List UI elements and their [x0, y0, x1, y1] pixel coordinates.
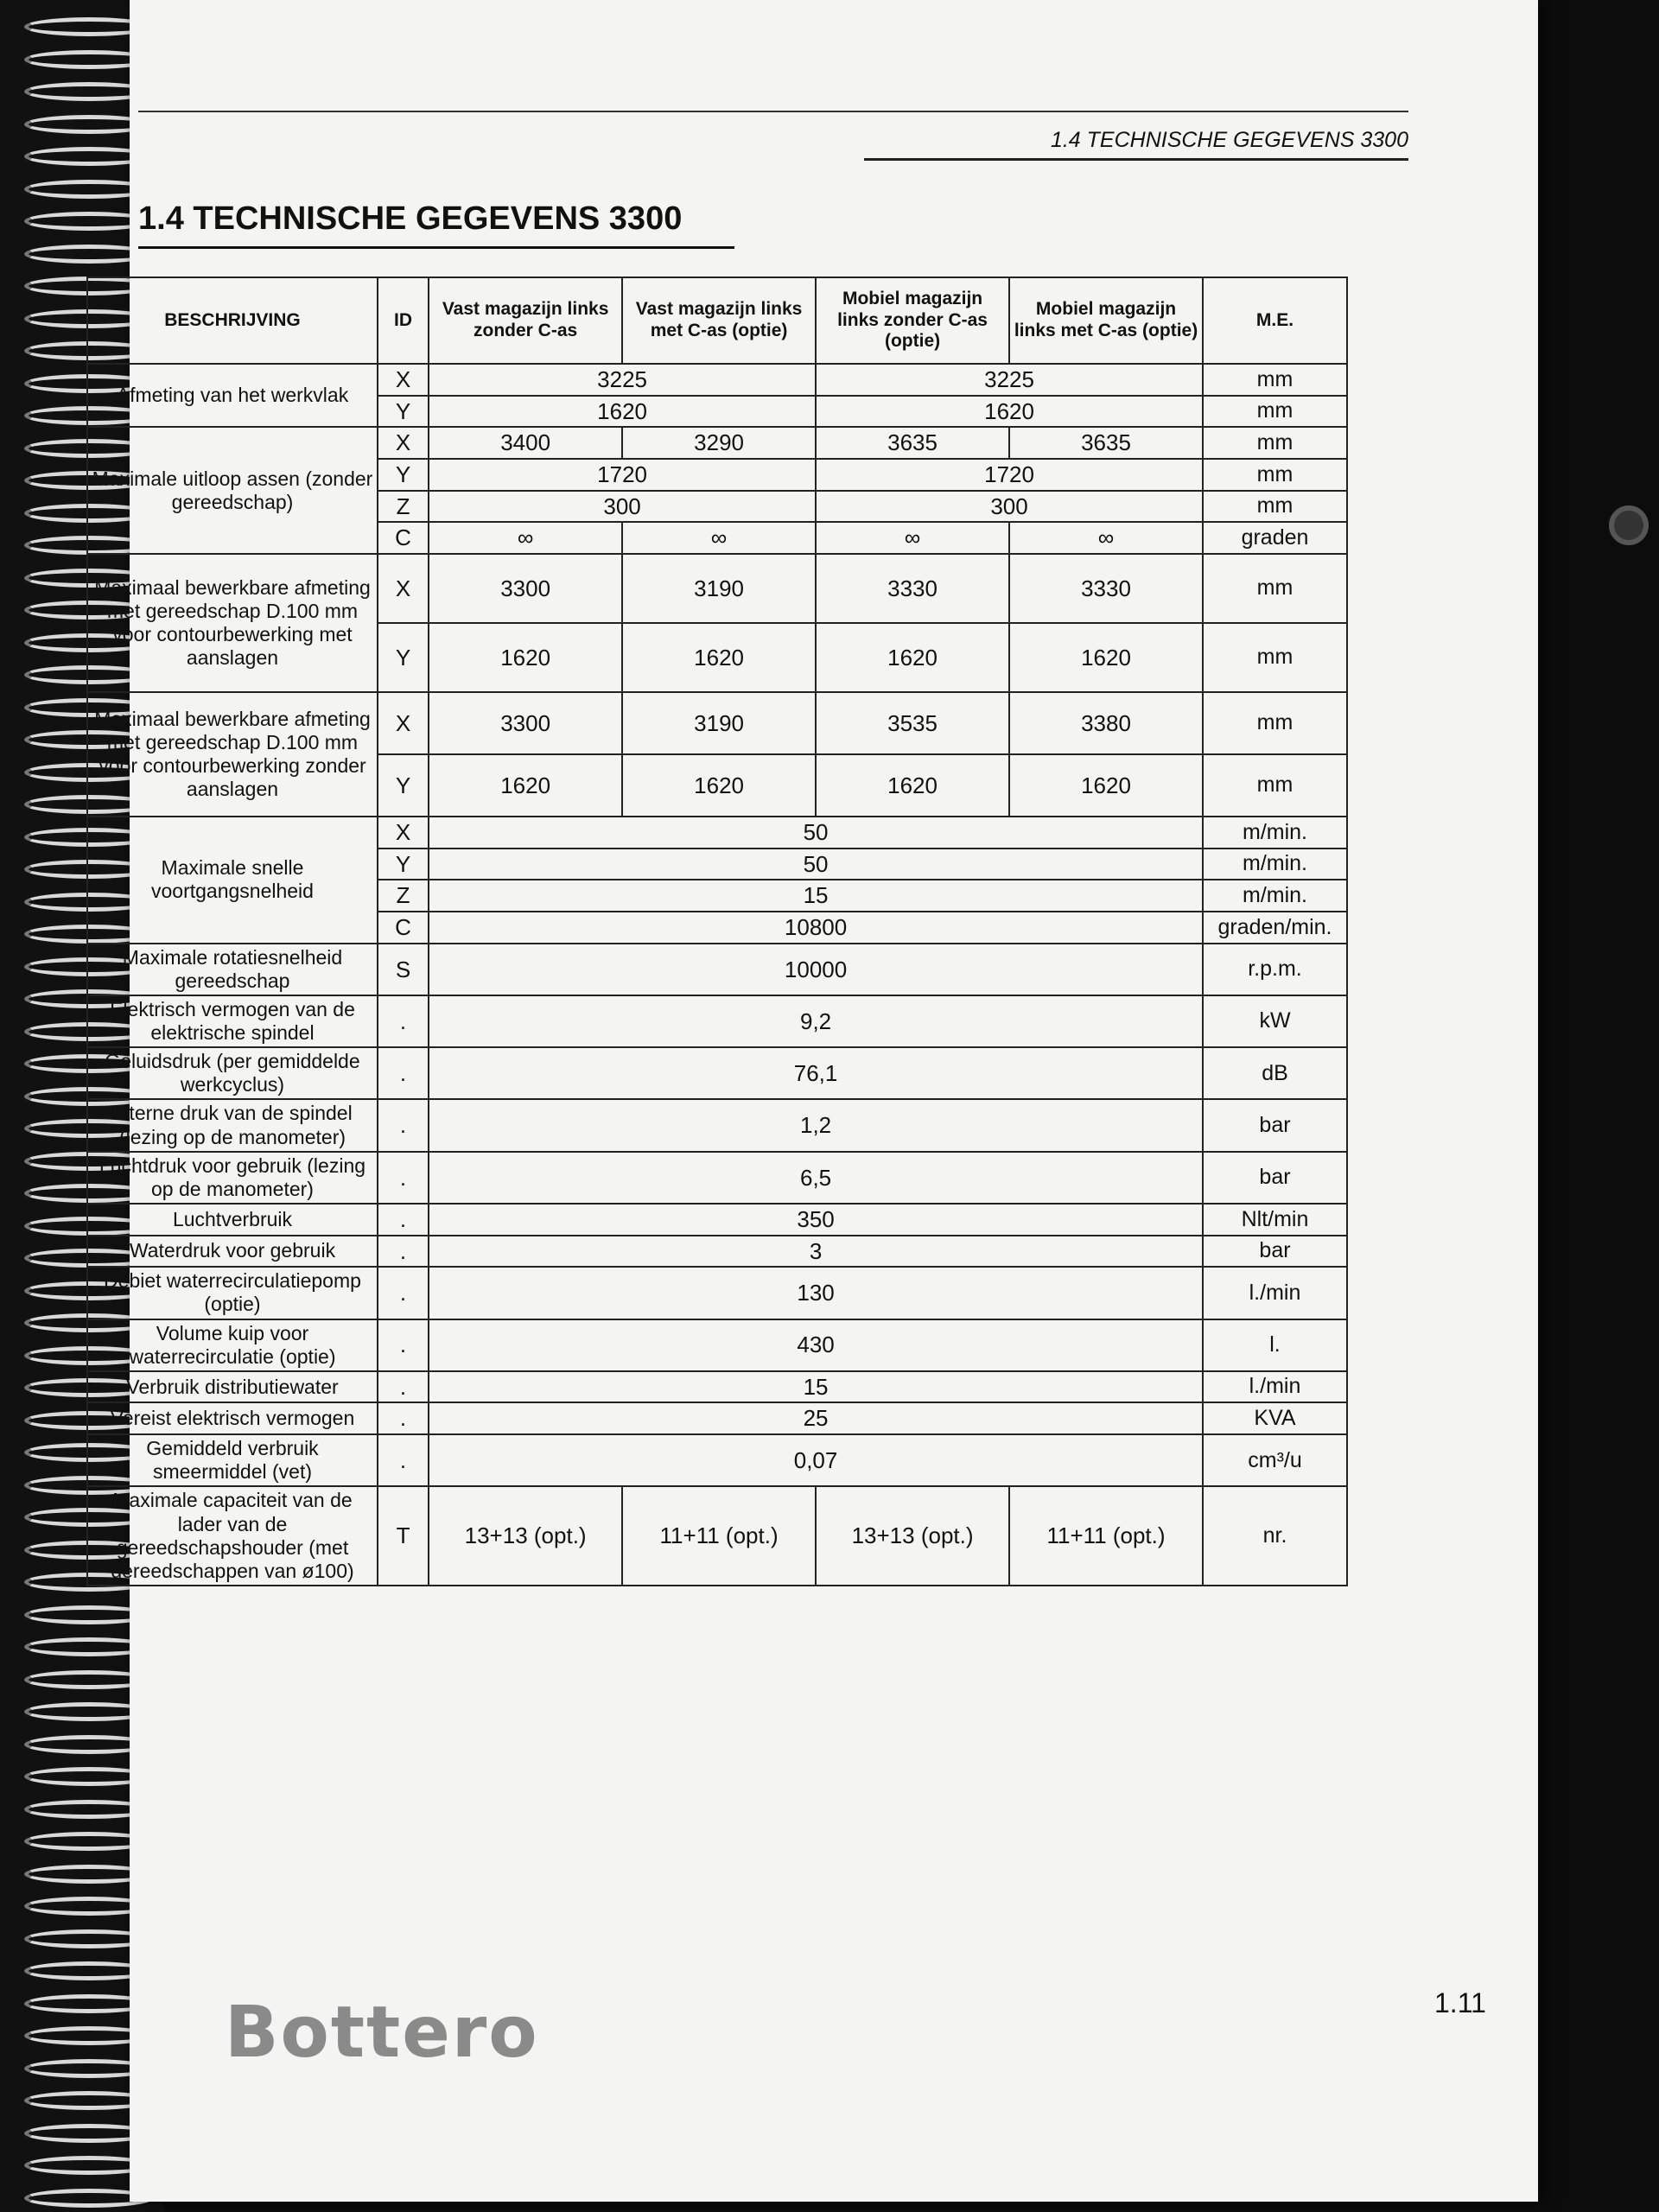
cell-value: 3300 [429, 692, 622, 754]
cell-value: 3225 [429, 364, 816, 396]
cell-unit: graden [1203, 522, 1347, 554]
cell-value: ∞ [622, 522, 816, 554]
cell-value: 11+11 (opt.) [622, 1486, 816, 1586]
cell-value: 130 [429, 1267, 1203, 1319]
cell-value: 13+13 (opt.) [429, 1486, 622, 1586]
cell-value: 1620 [816, 396, 1203, 428]
cell-value: 3290 [622, 427, 816, 459]
header-c2: Vast magazijn links met C-as (optie) [622, 277, 816, 364]
header-c1: Vast magazijn links zonder C-as [429, 277, 622, 364]
header-desc: BESCHRIJVING [87, 277, 378, 364]
table-row [87, 1152, 1347, 1204]
cell-value: 1620 [816, 623, 1009, 692]
row-id: X [378, 364, 429, 396]
header-id: ID [378, 277, 429, 364]
row-desc: Luchtdruk voor gebruik (lezing op de manometer) [87, 1152, 378, 1204]
row-id: X [378, 817, 429, 849]
header-c4: Mobiel magazijn links met C-as (optie) [1009, 277, 1203, 364]
row-id: C [378, 912, 429, 944]
row-desc: Volume kuip voor waterrecirculatie (optie) [87, 1319, 378, 1371]
cell-value: 3 [429, 1236, 1203, 1268]
row-desc: Debiet waterrecirculatiepomp (optie) [87, 1267, 378, 1319]
cell-value: 1,2 [429, 1099, 1203, 1151]
cell-unit: m/min. [1203, 880, 1347, 912]
cell-value: 1620 [429, 623, 622, 692]
cell-unit: dB [1203, 1047, 1347, 1099]
cell-unit: l./min [1203, 1267, 1347, 1319]
cell-value: 1720 [816, 459, 1203, 491]
cell-unit: nr. [1203, 1486, 1347, 1586]
cell-unit: mm [1203, 623, 1347, 692]
table-row [87, 1434, 1347, 1486]
cell-value: 15 [429, 1371, 1203, 1403]
table-row [87, 995, 1347, 1047]
cell-value: 1620 [622, 754, 816, 817]
cell-unit: mm [1203, 754, 1347, 817]
cell-value: 3635 [1009, 427, 1203, 459]
row-id: . [378, 995, 429, 1047]
cell-unit: l./min [1203, 1371, 1347, 1403]
cell-value: 25 [429, 1402, 1203, 1434]
cell-value: 3330 [1009, 554, 1203, 623]
table-row [87, 1204, 1347, 1236]
row-desc: Geluidsdruk (per gemiddelde werkcyclus) [87, 1047, 378, 1099]
row-id: Y [378, 849, 429, 880]
row-id: S [378, 944, 429, 995]
row-id: . [378, 1402, 429, 1434]
row-id: Z [378, 880, 429, 912]
cell-value: 430 [429, 1319, 1203, 1371]
row-desc: Maximaal bewerkbare afmeting met gereedschap D.100 mm voor contourbewerking zonder aanslagen [87, 692, 378, 817]
row-desc: Gemiddeld verbruik smeermiddel (vet) [87, 1434, 378, 1486]
cell-value: 3535 [816, 692, 1009, 754]
row-id: . [378, 1434, 429, 1486]
cell-value: 3330 [816, 554, 1009, 623]
cell-unit: Nlt/min [1203, 1204, 1347, 1236]
cell-unit: graden/min. [1203, 912, 1347, 944]
table-row [87, 944, 1347, 995]
header-rule [138, 111, 1408, 112]
cell-value: 1620 [429, 754, 622, 817]
cell-unit: mm [1203, 364, 1347, 396]
bottero-logo: Bottero [225, 1992, 539, 2074]
table-row [87, 364, 1347, 396]
row-id: Y [378, 459, 429, 491]
row-id: . [378, 1319, 429, 1371]
row-id: . [378, 1099, 429, 1151]
table-row [87, 817, 1347, 849]
cell-value: 0,07 [429, 1434, 1203, 1486]
cell-value: 1620 [429, 396, 816, 428]
cell-value: 3635 [816, 427, 1009, 459]
table-row [87, 1486, 1347, 1586]
table-row [87, 1099, 1347, 1151]
cell-value: 1620 [816, 754, 1009, 817]
table-row [87, 1267, 1347, 1319]
cell-unit: m/min. [1203, 817, 1347, 849]
cell-unit: bar [1203, 1236, 1347, 1268]
row-desc: Afmeting van het werkvlak [87, 364, 378, 427]
row-desc: Maximale capaciteit van de lader van de gereedschapshouder (met gereedschappen van ø100) [87, 1486, 378, 1586]
row-id: . [378, 1047, 429, 1099]
row-id: X [378, 692, 429, 754]
cell-unit: mm [1203, 459, 1347, 491]
row-id: Y [378, 396, 429, 428]
cell-value: 13+13 (opt.) [816, 1486, 1009, 1586]
cell-value: 3225 [816, 364, 1203, 396]
row-id: T [378, 1486, 429, 1586]
cell-value: 3380 [1009, 692, 1203, 754]
cell-value: 10800 [429, 912, 1203, 944]
row-desc: Maximale rotatiesnelheid gereedschap [87, 944, 378, 995]
cell-unit: mm [1203, 427, 1347, 459]
cell-value: 50 [429, 817, 1203, 849]
row-id: X [378, 554, 429, 623]
cell-unit: bar [1203, 1099, 1347, 1151]
cell-value: 10000 [429, 944, 1203, 995]
cell-unit: kW [1203, 995, 1347, 1047]
title-underline [138, 246, 734, 249]
header-c3: Mobiel magazijn links zonder C-as (optie) [816, 277, 1009, 364]
cell-unit: cm³/u [1203, 1434, 1347, 1486]
cell-value: 50 [429, 849, 1203, 880]
cell-value: 15 [429, 880, 1203, 912]
row-id: X [378, 427, 429, 459]
table-row [87, 1371, 1347, 1403]
cell-value: 3190 [622, 692, 816, 754]
row-id: . [378, 1152, 429, 1204]
table-row [87, 1047, 1347, 1099]
specs-table [86, 276, 1348, 1586]
header-unit: M.E. [1203, 277, 1347, 364]
row-id: C [378, 522, 429, 554]
running-header: 1.4 TECHNISCHE GEGEVENS 3300 [1050, 128, 1408, 152]
row-desc: Elektrisch vermogen van de elektrische spindel [87, 995, 378, 1047]
cell-unit: mm [1203, 396, 1347, 428]
cell-value: ∞ [1009, 522, 1203, 554]
cell-value: 9,2 [429, 995, 1203, 1047]
table-row [87, 427, 1347, 459]
table-header-row [87, 277, 1347, 364]
table-row [87, 1319, 1347, 1371]
row-desc: Interne druk van de spindel (lezing op de manometer) [87, 1099, 378, 1151]
table-row [87, 1236, 1347, 1268]
punch-hole [1609, 505, 1649, 545]
cell-value: 3300 [429, 554, 622, 623]
cell-unit: mm [1203, 692, 1347, 754]
table-row [87, 692, 1347, 754]
page-number: 1.11 [1434, 1987, 1486, 2018]
cell-value: 76,1 [429, 1047, 1203, 1099]
table-row [87, 554, 1347, 623]
row-id: Z [378, 491, 429, 523]
row-desc: Verbruik distributiewater [87, 1371, 378, 1403]
page-title: 1.4 TECHNISCHE GEGEVENS 3300 [138, 200, 683, 237]
cell-unit: KVA [1203, 1402, 1347, 1434]
cell-value: 1620 [622, 623, 816, 692]
cell-value: 11+11 (opt.) [1009, 1486, 1203, 1586]
cell-unit: mm [1203, 554, 1347, 623]
cell-unit: r.p.m. [1203, 944, 1347, 995]
cell-value: 3400 [429, 427, 622, 459]
row-id: Y [378, 754, 429, 817]
header-underline [864, 158, 1408, 161]
cell-value: 3190 [622, 554, 816, 623]
row-desc: Maximaal bewerkbare afmeting met gereedschap D.100 mm voor contourbewerking met aanslagen [87, 554, 378, 692]
cell-value: 1620 [1009, 623, 1203, 692]
row-desc: Maximale snelle voortgangsnelheid [87, 817, 378, 944]
cell-value: 300 [429, 491, 816, 523]
table-row [87, 1402, 1347, 1434]
row-desc: Waterdruk voor gebruik [87, 1236, 378, 1268]
row-desc: Maximale uitloop assen (zonder gereedschap) [87, 427, 378, 554]
row-desc: Luchtverbruik [87, 1204, 378, 1236]
cell-value: 1720 [429, 459, 816, 491]
row-id: Y [378, 623, 429, 692]
row-desc: Vereist elektrisch vermogen [87, 1402, 378, 1434]
cell-unit: mm [1203, 491, 1347, 523]
row-id: . [378, 1236, 429, 1268]
cell-unit: m/min. [1203, 849, 1347, 880]
cell-value: 1620 [1009, 754, 1203, 817]
row-id: . [378, 1267, 429, 1319]
cell-value: ∞ [816, 522, 1009, 554]
row-id: . [378, 1371, 429, 1403]
cell-value: 350 [429, 1204, 1203, 1236]
cell-unit: bar [1203, 1152, 1347, 1204]
cell-value: ∞ [429, 522, 622, 554]
cell-value: 6,5 [429, 1152, 1203, 1204]
cell-value: 300 [816, 491, 1203, 523]
row-id: . [378, 1204, 429, 1236]
cell-unit: l. [1203, 1319, 1347, 1371]
